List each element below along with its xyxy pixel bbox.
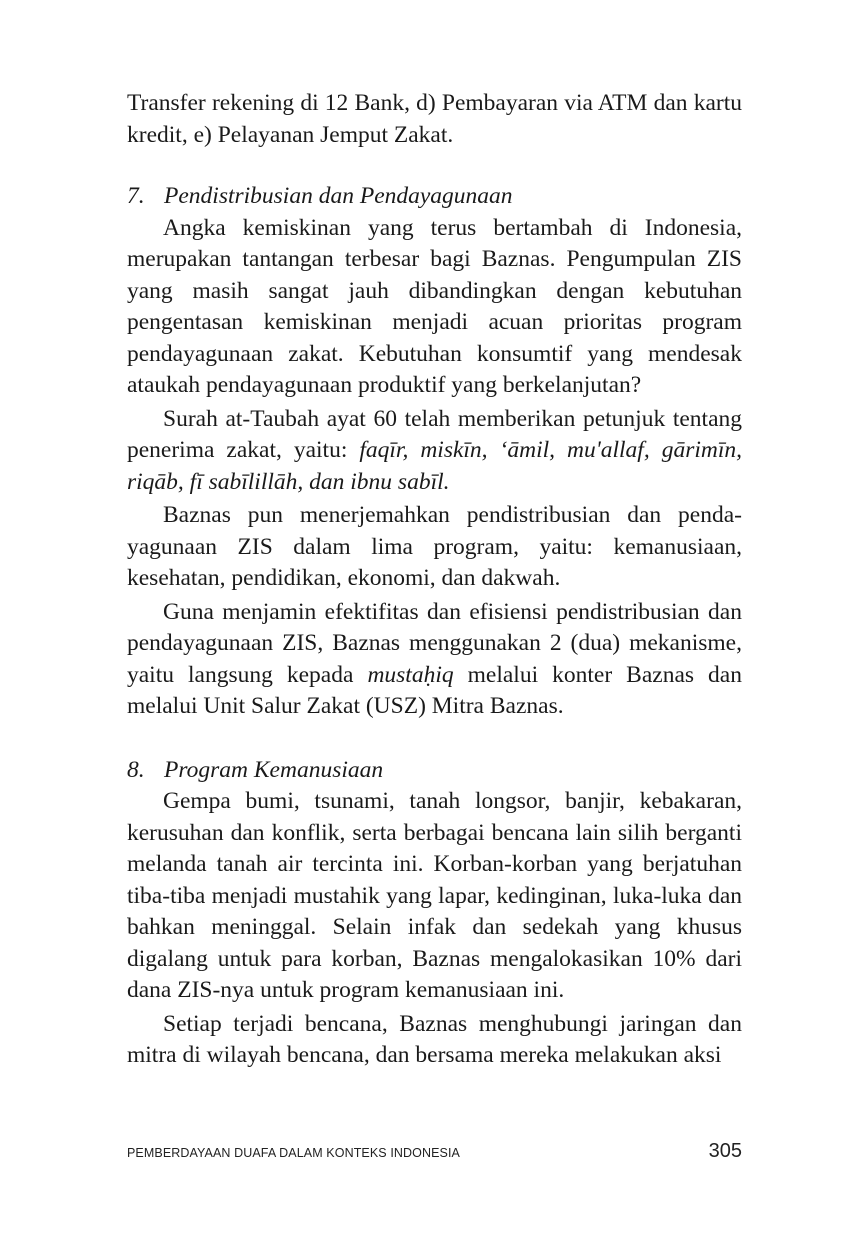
- section-7-paragraph-1: Angka kemiskinan yang terus bertambah di Indonesia, merupakan tantangan terbesar bagi Baznas. Pengumpulan ZIS yang masih sangat jauh dibandingkan dengan kebutuhan pengentasan kemiskinan menjadi acuan prioritas program pendayagunaan zakat. Kebutuhan konsumtif yang mendesak ataukah pendayagunaan produktif yang berkelanjutan?: [127, 214, 742, 398]
- section-7-paragraph-3: Baznas pun menerjemahkan pendistribusian dan penda-yagunaan ZIS dalam lima program, yaitu: kemanusiaan, kesehatan, pendidikan, ekonomi, dan dakwah.: [127, 502, 742, 591]
- section-7-paragraph-4: [127, 597, 742, 723]
- section-7-paragraph-2: [127, 404, 742, 499]
- section-7-number: 7.: [127, 183, 145, 209]
- paragraph-text: melalui konter Baznas dan melalui Unit Salur Zakat (USZ) Mitra Baznas.: [127, 661, 742, 719]
- spacer: [127, 725, 742, 755]
- intro-paragraph: Transfer rekening di 12 Bank, d) Pembayaran via ATM dan kartu kredit, e) Pelayanan Jemput Zakat.: [127, 90, 742, 148]
- section-7-heading: [127, 181, 742, 213]
- paragraph-text: Surah at-Taubah ayat 60 telah memberikan petunjuk tentang penerima zakat, yaitu:: [127, 405, 742, 463]
- section-8-title: Program Kemanusiaan: [164, 756, 384, 783]
- section-8-heading: [127, 755, 742, 787]
- section-8-paragraph-1: Gempa bumi, tsunami, tanah longsor, banjir, kebakaran, kerusuhan dan konflik, serta berbagai bencana lain silih berganti melanda tanah air tercinta ini. Korban-korban yang berjatuhan tiba-tiba menjadi mustahik yang lapar, kedinginan, luka-luka dan bahkan meninggal. Selain infak dan sedekah yang khusus digalang untuk para korban, Baznas mengalokasikan 10% dari dana ZIS-nya untuk program kemanusiaan ini.: [127, 788, 742, 1003]
- page-number: 305: [708, 1140, 742, 1162]
- section-7-title: Pendistribusian dan Pendayagunaan: [164, 183, 513, 209]
- zakat-recipients-italic: faqīr, miskīn, ‘āmil, mu'allaf, gārimīn, riqāb, fī sabīlillāh, dan ibnu sabīl.: [127, 437, 742, 495]
- spacer: [127, 151, 742, 181]
- mustahiq-italic: mustaḥiq: [367, 661, 454, 688]
- page-body: [127, 88, 742, 1074]
- section-8-paragraph-2: Setiap terjadi bencana, Baznas menghubungi jaringan dan mitra di wilayah bencana, dan bersama mereka melakukan aksi: [127, 1010, 742, 1068]
- page-footer: [127, 1140, 742, 1163]
- running-title: PEMBERDAYAAN DUAFA DALAM KONTEKS INDONESIA: [127, 1146, 460, 1160]
- paragraph-text: Guna menjamin efektifitas dan efisiensi pendistribusian dan pendayagunaan ZIS, Baznas menggunakan 2 (dua) mekanisme, yaitu langsung kepada: [127, 598, 742, 688]
- section-8-number: 8.: [127, 756, 145, 783]
